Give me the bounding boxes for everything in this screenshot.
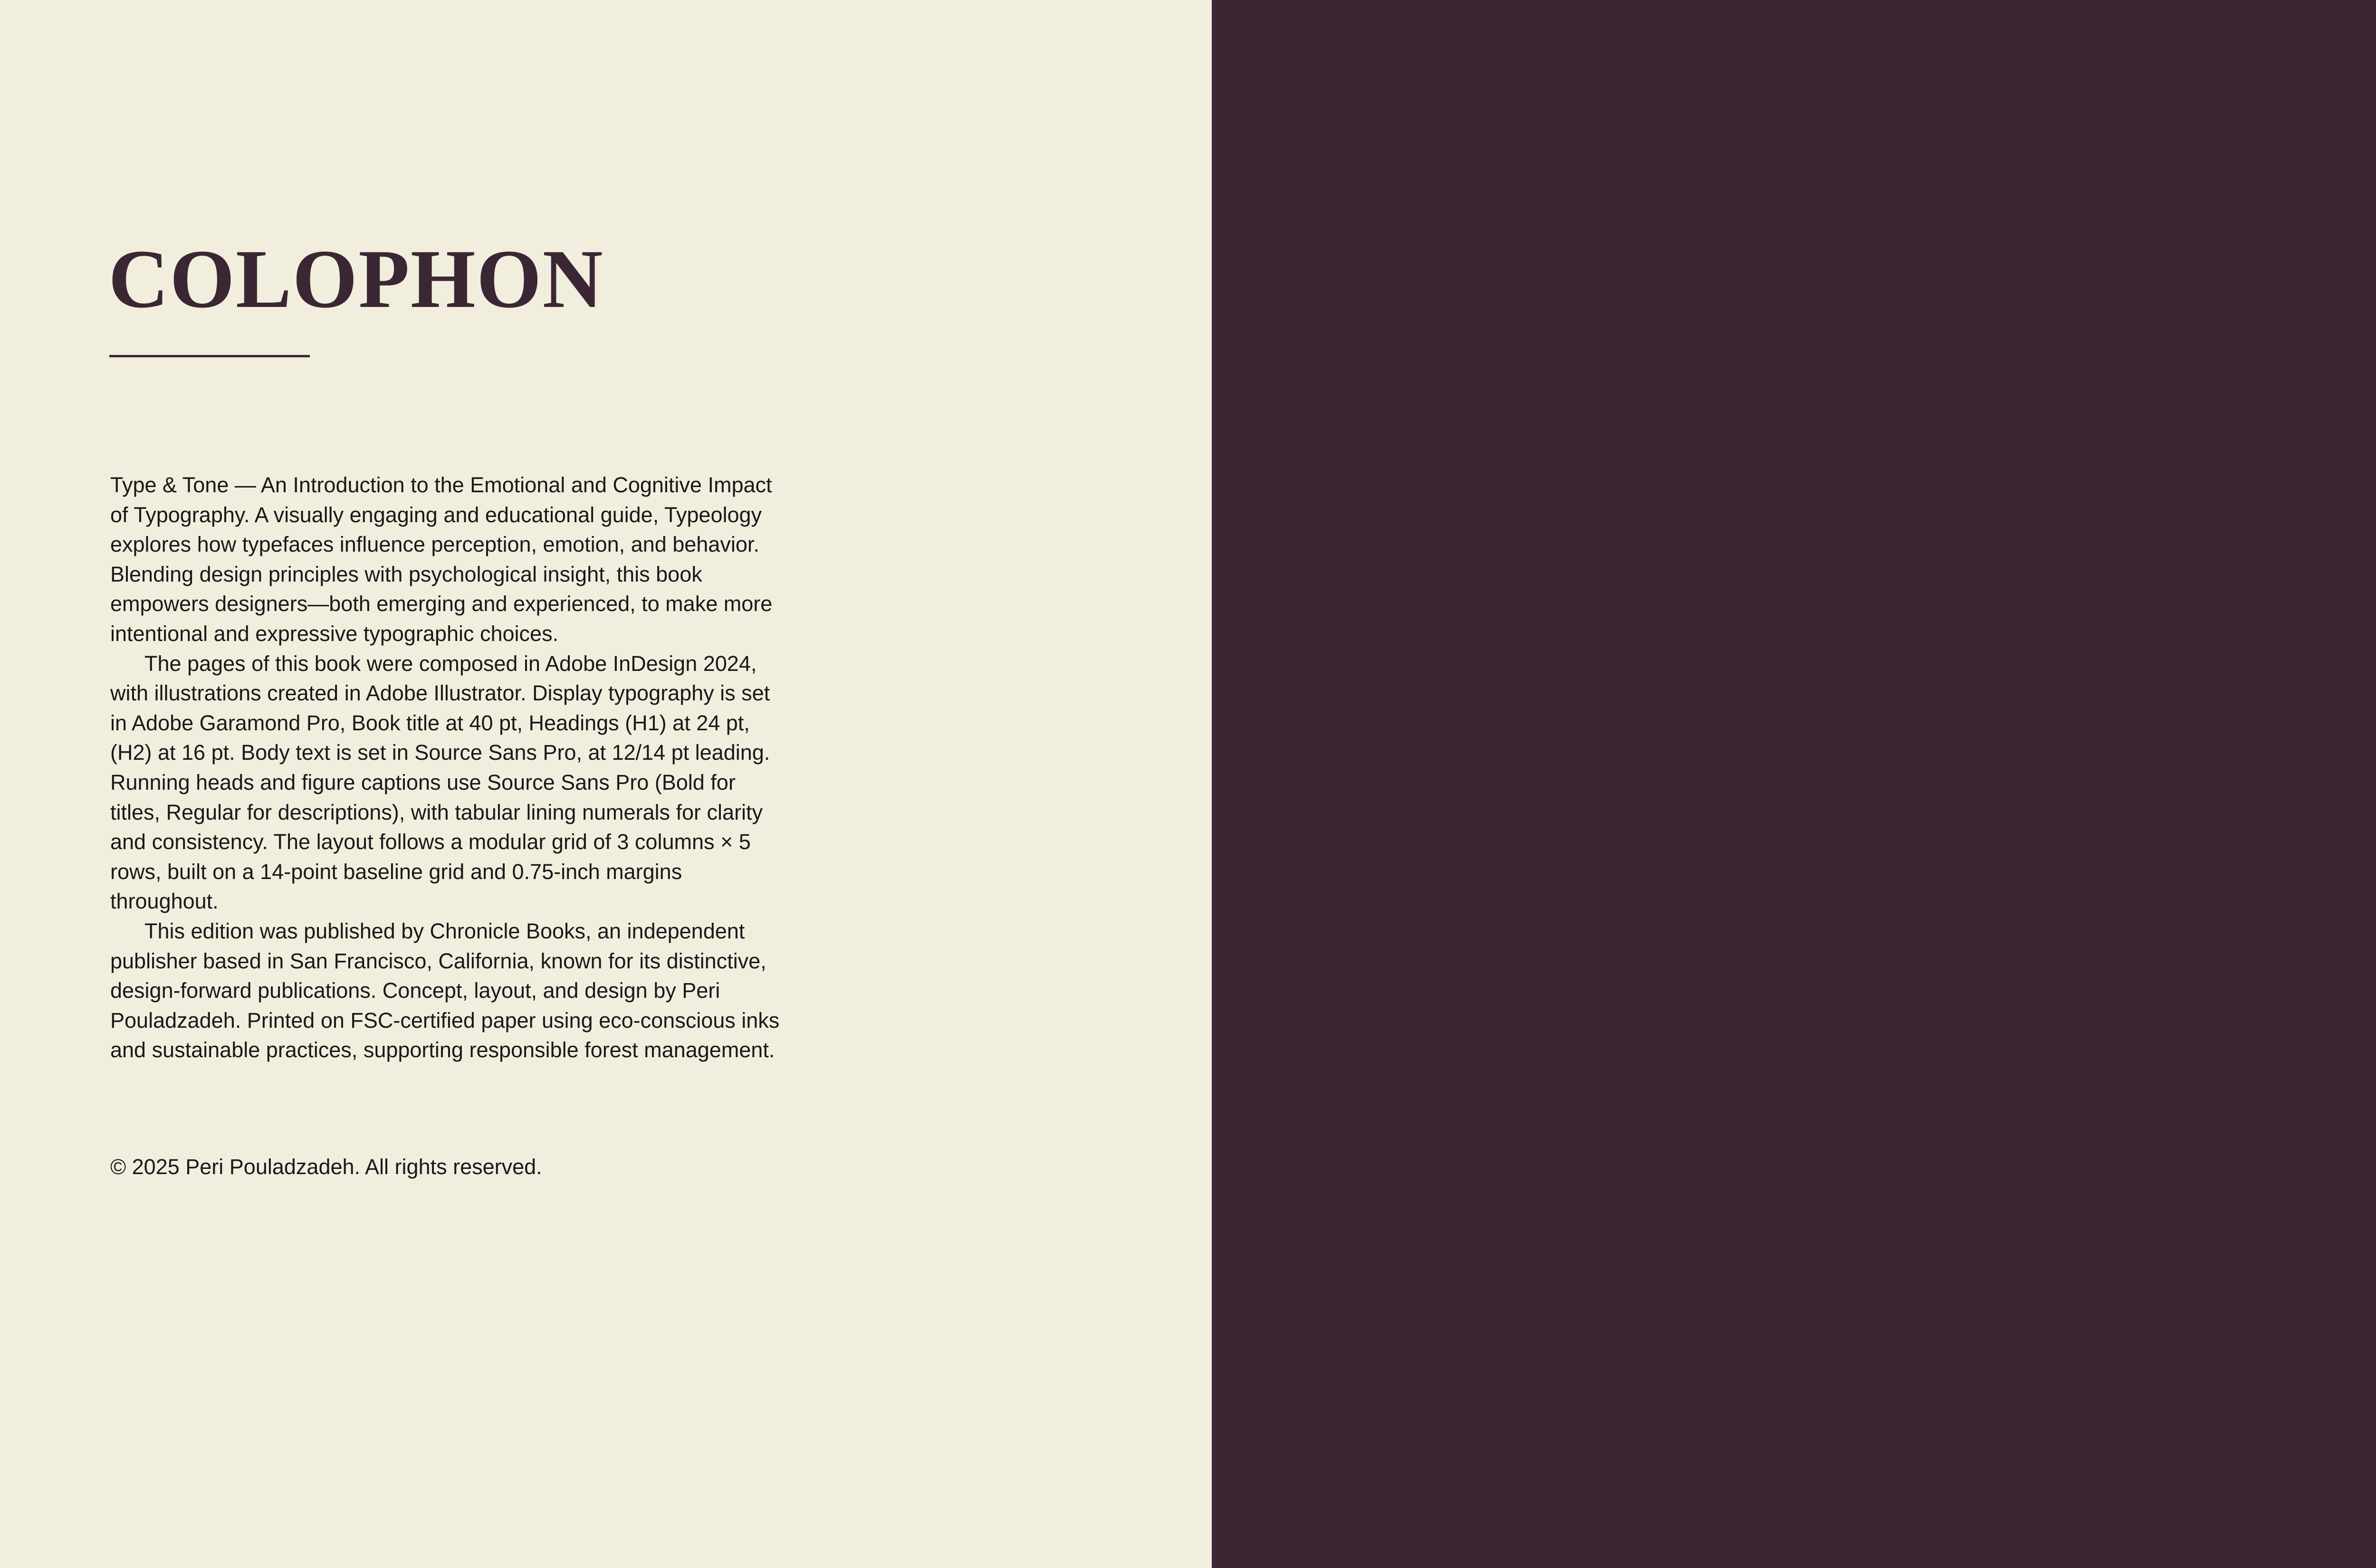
colophon-body xyxy=(110,470,785,1065)
colophon-paragraph-intro: Type & Tone — An Introduction to the Emotional and Cognitive Impact of Typography. A visually engaging and educational guide, Typeology explores how typefaces influence perception, emotion, and behavior. Blending design principles with psychological insight, this book empowers designers—both emerging and experienced, to make more intentional and expressive typographic choices. xyxy=(110,473,773,646)
right-page-solid-color xyxy=(1212,0,2376,1568)
colophon-paragraph-publisher: This edition was published by Chronicle Books, an independent publisher based in San Francisco, California, known for its distinctive, design-forward publications. Concept, layout, and design by Peri Pouladzadeh. Printed on FSC-certified paper using eco-conscious inks and sustainable practices, supporting responsible forest management. xyxy=(110,918,780,1062)
copyright-notice: © 2025 Peri Pouladzadeh. All rights reserved. xyxy=(110,1155,542,1179)
title-underline-rule xyxy=(109,355,310,357)
page-title: COLOPHON xyxy=(108,233,604,325)
colophon-paragraph-production: The pages of this book were composed in Adobe InDesign 2024, with illustrations created in Adobe Illustrator. Display typography is set in Adobe Garamond Pro, Book title at 40 pt, Headings (H1) at 24 pt, (H2) at 16 pt. Body text is set in Source Sans Pro, at 12/14 pt leading. Running heads and figure captions use Source Sans Pro (Bold for titles, Regular for descriptions), with tabular lining numerals for clarity and consistency. The layout follows a modular grid of 3 columns × 5 rows, built on a 14-point baseline grid and 0.75-inch margins throughout. xyxy=(110,651,770,914)
